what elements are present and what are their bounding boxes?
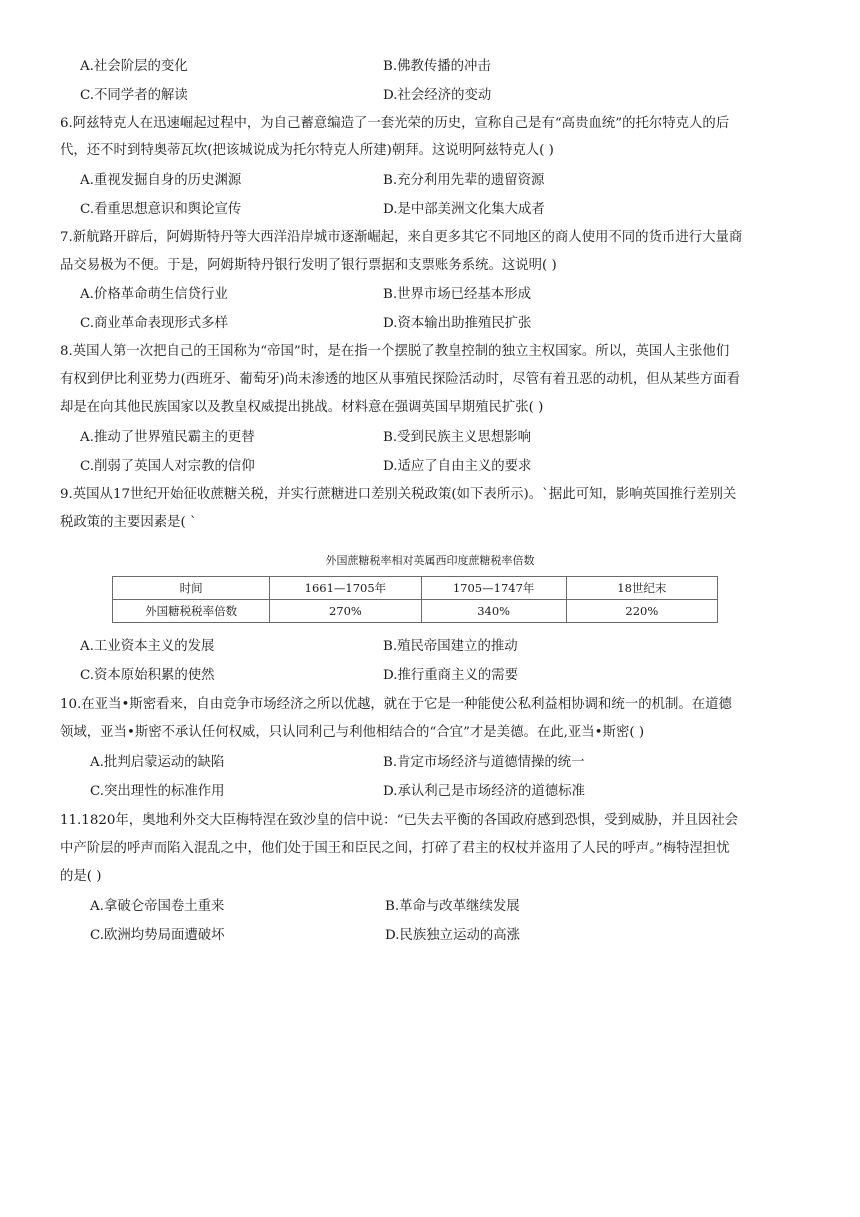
q10-stem-line-1: 10.在亚当•斯密看来，自由竞争市场经济之所以优越，就在于它是一种能使公私利益相协调和统一的机制。在道德: [60, 697, 732, 712]
q8-stem-line-2: 有权到伊比利亚势力(西班牙、葡萄牙)尚未渗透的地区从事殖民探险活动时，尽管有着丑恶的动机，但从某些方面看: [60, 372, 740, 387]
table-header-cell: 18世纪末: [566, 577, 717, 600]
q6-option-d: D.是中部美洲文化集大成者: [383, 202, 545, 217]
q9-stem-line-1: 9.英国从17世纪开始征收蔗糖关税，并实行蔗糖进口差别关税政策(如下表所示)。`据此可知，影响英国推行差别关: [60, 487, 737, 502]
table-header-cell: 1661—1705年: [270, 577, 421, 600]
table-caption: 外国蔗糖税率相对英属西印度蔗糖税率倍数: [325, 554, 535, 567]
q11-option-b: B.革命与改革继续发展: [385, 899, 520, 914]
q5-option-a: A.社会阶层的变化: [80, 59, 188, 74]
q8-stem-line-1: 8.英国人第一次把自己的王国称为“帝国”时，是在指一个摆脱了教皇控制的独立主权国家。所以，英国人主张他们: [60, 344, 730, 359]
q8-stem-line-3: 却是在向其他民族国家以及教皇权威提出挑战。材料意在强调英国早期殖民扩张( ): [60, 400, 544, 415]
q5-option-d: D.社会经济的变动: [383, 88, 492, 103]
q10-option-d: D.承认利己是市场经济的道德标准: [383, 784, 585, 799]
q7-option-d: D.资本输出助推殖民扩张: [383, 316, 532, 331]
q6-stem-line-1: 6.阿兹特克人在迅速崛起过程中，为自己蓄意编造了一套光荣的历史，宣称自己是有“高贵血统”的托尔特克人的后: [60, 116, 730, 131]
q9-option-c: C.资本原始积累的使然: [80, 668, 215, 683]
q11-stem-line-2: 中产阶层的呼声而陷入混乱之中，他们处于国王和臣民之间，打碎了君主的权杖并盗用了人民的呼声。”梅特涅担忧: [60, 841, 730, 856]
q11-option-c: C.欧洲均势局面遭破坏: [90, 928, 225, 943]
table-cell: 220%: [566, 600, 717, 623]
q8-option-c: C.削弱了英国人对宗教的信仰: [80, 459, 255, 474]
q11-stem-line-1: 11.1820年，奥地利外交大臣梅特涅在致沙皇的信中说：“已失去平衡的各国政府感到恐惧，受到威胁，并且因社会: [60, 813, 739, 828]
q9-option-b: B.殖民帝国建立的推动: [383, 639, 518, 654]
q8-option-b: B.受到民族主义思想影响: [383, 430, 532, 445]
q7-option-c: C.商业革命表现形式多样: [80, 316, 228, 331]
table-cell: 外国糖税税率倍数: [113, 600, 270, 623]
q8-option-d: D.适应了自由主义的要求: [383, 459, 532, 474]
q10-option-c: C.突出理性的标准作用: [90, 784, 225, 799]
q5-option-c: C.不同学者的解读: [80, 88, 188, 103]
q6-stem-line-2: 代，还不时到特奥蒂瓦坎(把该城说成为托尔特克人所建)朝拜。这说明阿兹特克人( ): [60, 143, 554, 158]
q9-option-d: D.推行重商主义的需要: [383, 668, 519, 683]
q11-option-d: D.民族独立运动的高涨: [385, 928, 521, 943]
q7-option-a: A.价格革命萌生信贷行业: [80, 287, 228, 302]
table-cell: 340%: [421, 600, 566, 623]
q5-option-b: B.佛教传播的冲击: [383, 59, 491, 74]
q6-option-a: A.重视发掘自身的历史渊源: [80, 173, 242, 188]
q7-stem-line-2: 品交易极为不便。于是，阿姆斯特丹银行发明了银行票据和支票账务系统。这说明( ): [60, 258, 557, 273]
q10-option-a: A.批判启蒙运动的缺陷: [90, 755, 225, 770]
q7-option-b: B.世界市场已经基本形成: [383, 287, 532, 302]
table-header-cell: 1705—1747年: [421, 577, 566, 600]
q10-option-b: B.肯定市场经济与道德情操的统一: [383, 755, 585, 770]
table-row: [113, 600, 718, 623]
table-header-row: [113, 577, 718, 600]
q10-stem-line-2: 领域，亚当•斯密不承认任何权威，只认同利己与利他相结合的“合宜”才是美德。在此,亚当•斯密( ): [60, 725, 645, 740]
tax-rate-table: [112, 576, 718, 623]
q11-stem-line-3: 的是( ): [60, 869, 102, 884]
table-header-cell: 时间: [113, 577, 270, 600]
q9-option-a: A.工业资本主义的发展: [80, 639, 215, 654]
q11-option-a: A.拿破仑帝国卷土重来: [90, 899, 225, 914]
table-cell: 270%: [270, 600, 421, 623]
q8-option-a: A.推动了世界殖民霸主的更替: [80, 430, 255, 445]
q6-option-b: B.充分利用先辈的遗留资源: [383, 173, 545, 188]
q7-stem-line-1: 7.新航路开辟后，阿姆斯特丹等大西洋沿岸城市逐渐崛起，来自更多其它不同地区的商人使用不同的货币进行大量商: [60, 230, 743, 245]
q6-option-c: C.看重思想意识和舆论宣传: [80, 202, 242, 217]
q9-stem-line-2: 税政策的主要因素是( `: [60, 515, 197, 530]
